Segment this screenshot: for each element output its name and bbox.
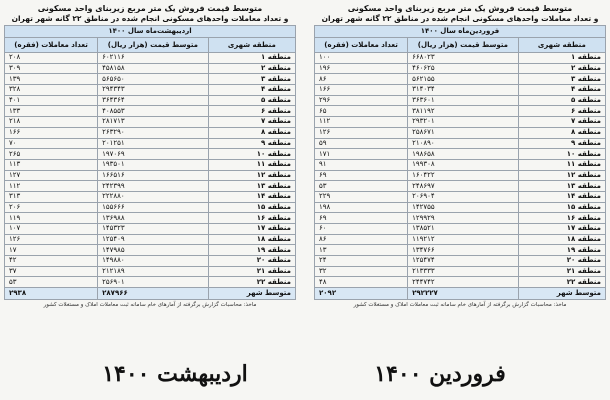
- table-subtitle: و تعداد معاملات واحدهای مسکونی انجام شده در مناطق ۲۲ گانه شهر تهران: [321, 14, 599, 23]
- table-row: [315, 234, 606, 245]
- region-cell: منطقه ۶: [518, 106, 605, 117]
- price-cell: ۲۱۲۱۸۹: [98, 266, 209, 277]
- region-cell: منطقه ۱۲: [208, 170, 295, 181]
- table-row: [315, 224, 606, 235]
- table-row: [315, 127, 606, 138]
- count-cell: ۱۲۶: [5, 234, 98, 245]
- table-row: [5, 53, 296, 64]
- table-row: [5, 266, 296, 277]
- caption-ordibehesht: اردیبهشت ۱۴۰۰: [102, 361, 248, 387]
- table-row: [315, 95, 606, 106]
- price-cell: ۱۲۹۹۲۹: [408, 213, 519, 224]
- region-cell: منطقه ۱۸: [518, 234, 605, 245]
- price-cell: ۱۲۵۴۰۹: [98, 234, 209, 245]
- count-cell: ۱۰۷: [5, 224, 98, 235]
- count-cell: ۳۲: [315, 266, 408, 277]
- region-cell: منطقه ۷: [518, 117, 605, 128]
- count-cell: ۵۹: [315, 138, 408, 149]
- table-row: [5, 181, 296, 192]
- region-cell: منطقه ۱۷: [518, 224, 605, 235]
- table-row: [315, 213, 606, 224]
- region-cell: منطقه ۲۱: [208, 266, 295, 277]
- table-row: [315, 181, 606, 192]
- table-row: [315, 245, 606, 256]
- price-cell: ۱۶۰۴۲۲: [408, 170, 519, 181]
- region-cell: منطقه ۱۱: [518, 159, 605, 170]
- price-table: [314, 25, 606, 300]
- price-cell: ۲۴۲۳۹۹: [98, 181, 209, 192]
- price-cell: ۲۹۲۲۲۷: [408, 288, 519, 300]
- table-panel-farvardin: [314, 3, 606, 308]
- count-cell: ۳۲۸: [5, 85, 98, 96]
- region-cell: منطقه ۶: [208, 106, 295, 117]
- table-row: [5, 159, 296, 170]
- price-cell: ۳۶۳۶۰۱: [408, 95, 519, 106]
- region-cell: منطقه ۱۴: [208, 191, 295, 202]
- price-cell: ۵۶۵۶۵۰: [98, 74, 209, 85]
- price-cell: ۱۲۵۴۷۴: [408, 256, 519, 267]
- col-header-count: تعداد معاملات (فقره): [315, 38, 408, 53]
- price-cell: ۲۱۳۳۳۳: [408, 266, 519, 277]
- count-cell: ۱۹۸: [315, 202, 408, 213]
- table-row: [5, 256, 296, 267]
- count-cell: ۲۲۹: [315, 191, 408, 202]
- table-row: [315, 85, 606, 96]
- region-cell: منطقه ۱۱: [208, 159, 295, 170]
- table-row: [5, 170, 296, 181]
- table-row: [5, 117, 296, 128]
- region-cell: منطقه ۸: [518, 127, 605, 138]
- table-row: [5, 202, 296, 213]
- source-note: ماخذ: محاسبات گزارش برگرفته از آمارهای خام سامانه ثبت معاملات املاک و مستغلات کشور: [353, 302, 567, 309]
- price-cell: ۳۶۴۳۶۴: [98, 95, 209, 106]
- caption-farvardin: فروردین ۱۴۰۰: [374, 361, 506, 387]
- region-cell: منطقه ۲: [518, 63, 605, 74]
- table-title: متوسط قیمت فروش یک متر مربع زیربنای واحد مسکونی: [37, 4, 263, 13]
- region-cell: منطقه ۷: [208, 117, 295, 128]
- price-cell: ۲۰۱۲۵۱: [98, 138, 209, 149]
- price-cell: ۱۹۸۶۵۸: [408, 149, 519, 160]
- region-cell: منطقه ۲۱: [518, 266, 605, 277]
- table-row: [5, 138, 296, 149]
- count-cell: ۵۳: [315, 181, 408, 192]
- price-table: [4, 25, 296, 300]
- price-cell: ۳۱۴۰۳۴: [408, 85, 519, 96]
- count-cell: ۲۰۶: [5, 202, 98, 213]
- price-cell: ۱۴۹۸۸۰: [98, 256, 209, 267]
- table-row: [5, 106, 296, 117]
- table-row: [5, 74, 296, 85]
- count-cell: ۳۱۳: [5, 191, 98, 202]
- count-cell: ۷۰: [5, 138, 98, 149]
- month-header: اردیبهشت‌ماه سال ۱۴۰۰: [5, 26, 296, 38]
- table-row: [315, 106, 606, 117]
- price-cell: ۱۹۹۳۰۸: [408, 159, 519, 170]
- count-cell: ۱۱۹: [5, 213, 98, 224]
- count-cell: ۲۶۵: [5, 149, 98, 160]
- price-cell: ۲۶۳۲۹۰: [98, 127, 209, 138]
- count-cell: ۳۰۹: [5, 63, 98, 74]
- count-cell: ۱۱۲: [5, 181, 98, 192]
- price-cell: ۱۶۶۵۱۶: [98, 170, 209, 181]
- price-cell: ۱۳۸۵۲۱: [408, 224, 519, 235]
- price-cell: ۲۴۸۶۹۷: [408, 181, 519, 192]
- price-cell: ۲۰۶۹۰۴: [408, 191, 519, 202]
- table-row: [5, 234, 296, 245]
- region-cell: منطقه ۱۸: [208, 234, 295, 245]
- price-cell: ۲۱۰۸۹۰: [408, 138, 519, 149]
- table-row: [315, 170, 606, 181]
- region-cell: منطقه ۵: [518, 95, 605, 106]
- col-header-region: منطقه شهری: [518, 38, 605, 53]
- region-cell: منطقه ۴: [208, 85, 295, 96]
- price-cell: ۶۰۲۱۱۶: [98, 53, 209, 64]
- table-row: [315, 138, 606, 149]
- region-cell: متوسط شهر: [208, 288, 295, 300]
- region-cell: منطقه ۱۴: [518, 191, 605, 202]
- table-row: [5, 95, 296, 106]
- table-row: [315, 202, 606, 213]
- price-cell: ۲۹۴۳۴۳: [98, 85, 209, 96]
- count-cell: ۲۹۶: [315, 95, 408, 106]
- region-cell: منطقه ۱۲: [518, 170, 605, 181]
- region-cell: منطقه ۹: [208, 138, 295, 149]
- count-cell: ۱۲۶: [315, 127, 408, 138]
- price-cell: ۱۴۷۹۸۵: [98, 245, 209, 256]
- count-cell: ۸۶: [315, 234, 408, 245]
- table-row: [5, 63, 296, 74]
- price-cell: ۲۸۷۹۶۶: [98, 288, 209, 300]
- count-cell: ۱۰۰: [315, 53, 408, 64]
- region-cell: منطقه ۲۲: [518, 277, 605, 288]
- count-cell: ۱۳۳: [5, 106, 98, 117]
- region-cell: منطقه ۵: [208, 95, 295, 106]
- count-cell: ۲۱۸: [5, 117, 98, 128]
- count-cell: ۱۶۶: [315, 85, 408, 96]
- count-cell: ۴۲: [5, 256, 98, 267]
- table-row: [315, 159, 606, 170]
- price-cell: ۱۹۳۵۰۱: [98, 159, 209, 170]
- table-row: [5, 149, 296, 160]
- price-cell: ۴۶۰۶۲۵: [408, 63, 519, 74]
- table-title: متوسط قیمت فروش یک متر مربع زیربنای واحد مسکونی: [347, 4, 573, 13]
- count-cell: ۵۳: [5, 277, 98, 288]
- region-cell: منطقه ۴: [518, 85, 605, 96]
- price-cell: ۲۴۴۷۴۲: [408, 277, 519, 288]
- price-cell: ۴۵۸۱۵۸: [98, 63, 209, 74]
- region-cell: منطقه ۹: [518, 138, 605, 149]
- region-cell: منطقه ۱۵: [518, 202, 605, 213]
- region-cell: منطقه ۱۰: [518, 149, 605, 160]
- count-cell: ۶۹: [315, 213, 408, 224]
- region-cell: منطقه ۲: [208, 63, 295, 74]
- table-row: [315, 53, 606, 64]
- month-header: فروردین‌ماه سال ۱۴۰۰: [315, 26, 606, 38]
- count-cell: ۶۵: [315, 106, 408, 117]
- price-cell: ۱۱۹۲۱۲: [408, 234, 519, 245]
- count-cell: ۲۰۸: [5, 53, 98, 64]
- table-row: [5, 277, 296, 288]
- count-cell: ۱۶۶: [5, 127, 98, 138]
- count-cell: ۸۶: [315, 74, 408, 85]
- table-body: [315, 53, 606, 300]
- region-cell: منطقه ۲۲: [208, 277, 295, 288]
- total-row: [5, 288, 296, 300]
- table-row: [315, 74, 606, 85]
- region-cell: متوسط شهر: [518, 288, 605, 300]
- count-cell: ۶۹: [315, 170, 408, 181]
- count-cell: ۲۹۳۸: [5, 288, 98, 300]
- region-cell: منطقه ۱۳: [208, 181, 295, 192]
- region-cell: منطقه ۸: [208, 127, 295, 138]
- price-cell: ۱۹۷۰۶۹: [98, 149, 209, 160]
- price-cell: ۳۸۱۱۹۲: [408, 106, 519, 117]
- count-cell: ۱۷۱: [315, 149, 408, 160]
- table-row: [5, 245, 296, 256]
- price-cell: ۱۳۶۹۸۸: [98, 213, 209, 224]
- table-subtitle: و تعداد معاملات واحدهای مسکونی انجام شده در مناطق ۲۲ گانه شهر تهران: [11, 14, 289, 23]
- table-row: [315, 149, 606, 160]
- col-header-count: تعداد معاملات (فقره): [5, 38, 98, 53]
- region-cell: منطقه ۳: [208, 74, 295, 85]
- table-body: [5, 53, 296, 300]
- table-row: [315, 256, 606, 267]
- count-cell: ۱۷: [5, 245, 98, 256]
- count-cell: ۱۳۹: [5, 74, 98, 85]
- region-cell: منطقه ۱: [518, 53, 605, 64]
- price-cell: ۲۹۳۲۰۱: [408, 117, 519, 128]
- count-cell: ۱۹۶: [315, 63, 408, 74]
- price-cell: ۵۶۲۱۵۵: [408, 74, 519, 85]
- table-panel-ordibehesht: [4, 3, 296, 308]
- table-row: [315, 63, 606, 74]
- table-row: [5, 213, 296, 224]
- source-note: ماخذ: محاسبات گزارش برگرفته از آمارهای خام سامانه ثبت معاملات املاک و مستغلات کشور: [43, 302, 257, 309]
- price-cell: ۲۸۱۷۱۳: [98, 117, 209, 128]
- count-cell: ۳۷: [5, 266, 98, 277]
- price-cell: ۲۵۸۶۷۱: [408, 127, 519, 138]
- col-header-price: متوسط قیمت (هزار ریال): [98, 38, 209, 53]
- table-row: [5, 191, 296, 202]
- count-cell: ۹۱: [315, 159, 408, 170]
- price-cell: ۱۴۲۷۵۵: [408, 202, 519, 213]
- count-cell: ۴۰۱: [5, 95, 98, 106]
- price-cell: ۲۲۲۸۸۰: [98, 191, 209, 202]
- region-cell: منطقه ۱۷: [208, 224, 295, 235]
- region-cell: منطقه ۱۹: [518, 245, 605, 256]
- count-cell: ۴۸: [315, 277, 408, 288]
- table-row: [315, 266, 606, 277]
- price-cell: ۱۵۵۶۶۶: [98, 202, 209, 213]
- count-cell: ۲۴: [315, 256, 408, 267]
- count-cell: ۱۲۷: [5, 170, 98, 181]
- region-cell: منطقه ۱: [208, 53, 295, 64]
- region-cell: منطقه ۱۳: [518, 181, 605, 192]
- count-cell: ۱۱۳: [5, 159, 98, 170]
- table-row: [5, 85, 296, 96]
- count-cell: ۱۳: [315, 245, 408, 256]
- region-cell: منطقه ۱۶: [208, 213, 295, 224]
- region-cell: منطقه ۱۶: [518, 213, 605, 224]
- col-header-price: متوسط قیمت (هزار ریال): [408, 38, 519, 53]
- region-cell: منطقه ۱۹: [208, 245, 295, 256]
- price-cell: ۲۵۶۹۰۱: [98, 277, 209, 288]
- count-cell: ۱۱۲: [315, 117, 408, 128]
- price-cell: ۱۳۴۷۶۶: [408, 245, 519, 256]
- region-cell: منطقه ۲۰: [208, 256, 295, 267]
- price-cell: ۶۶۸۰۲۳: [408, 53, 519, 64]
- total-row: [315, 288, 606, 300]
- table-row: [5, 127, 296, 138]
- count-cell: ۶۰: [315, 224, 408, 235]
- table-row: [315, 277, 606, 288]
- table-row: [315, 117, 606, 128]
- price-cell: ۴۰۸۵۵۳: [98, 106, 209, 117]
- col-header-region: منطقه شهری: [208, 38, 295, 53]
- region-cell: منطقه ۳: [518, 74, 605, 85]
- price-cell: ۱۴۵۳۲۳: [98, 224, 209, 235]
- region-cell: منطقه ۱۵: [208, 202, 295, 213]
- region-cell: منطقه ۲۰: [518, 256, 605, 267]
- table-row: [315, 191, 606, 202]
- table-row: [5, 224, 296, 235]
- count-cell: ۲۰۹۲: [315, 288, 408, 300]
- region-cell: منطقه ۱۰: [208, 149, 295, 160]
